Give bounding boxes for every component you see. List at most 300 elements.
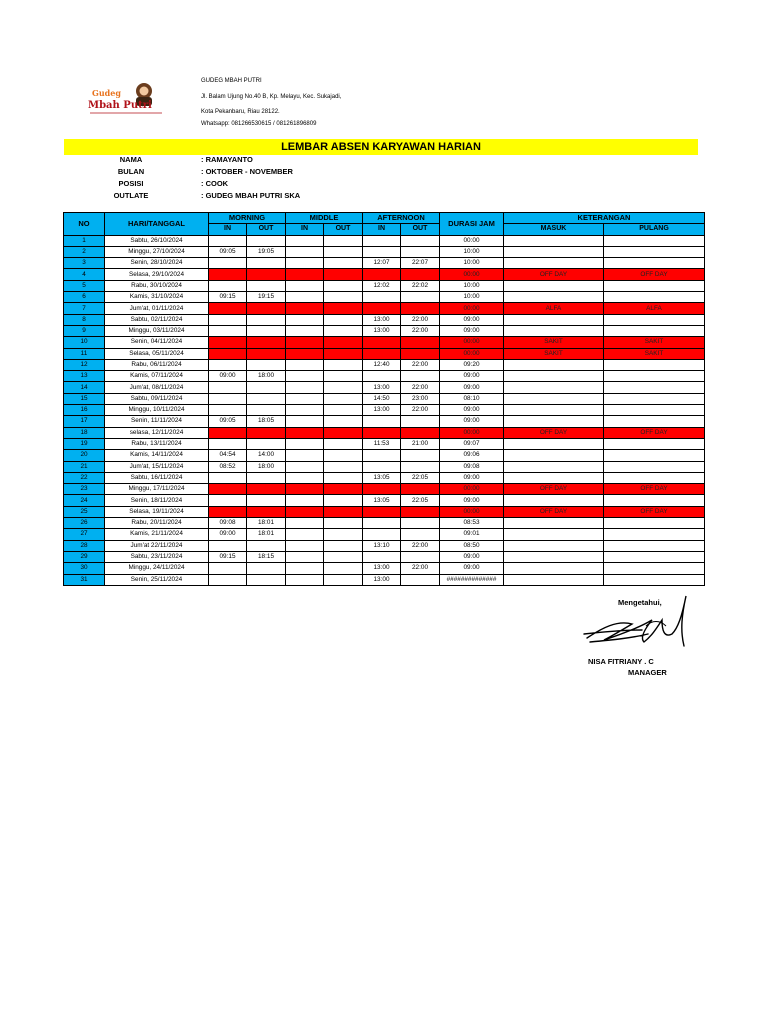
morning-in-cell [209, 438, 247, 449]
afternoon-out-cell [401, 529, 440, 540]
col-header-afternoon: AFTERNOON [363, 213, 440, 224]
note-masuk-cell [504, 450, 604, 461]
note-pulang-cell [604, 325, 705, 336]
signer-name: NISA FITRIANY . C [588, 657, 654, 666]
col-header-notes: KETERANGAN [504, 213, 705, 224]
table-row [64, 337, 705, 348]
table-row [64, 484, 705, 495]
middle-out-cell [324, 235, 363, 246]
row-number-cell: 21 [64, 461, 105, 472]
row-number-cell: 4 [64, 269, 105, 280]
duration-cell: 10:00 [440, 280, 504, 291]
afternoon-in-cell [363, 427, 401, 438]
afternoon-in-cell: 14:50 [363, 393, 401, 404]
table-row [64, 506, 705, 517]
row-date-cell: Jum'at, 01/11/2024 [105, 303, 209, 314]
morning-out-cell [247, 438, 286, 449]
duration-cell: 09:08 [440, 461, 504, 472]
info-value: : RAMAYANTO [201, 155, 253, 164]
morning-out-cell [247, 506, 286, 517]
middle-in-cell [286, 551, 324, 562]
middle-out-cell [324, 292, 363, 303]
morning-out-cell: 19:05 [247, 246, 286, 257]
note-pulang-cell [604, 574, 705, 585]
table-row [64, 450, 705, 461]
morning-in-cell [209, 269, 247, 280]
attendance-table [63, 212, 705, 586]
morning-in-cell: 09:08 [209, 518, 247, 529]
middle-in-cell [286, 269, 324, 280]
col-header-middle: MIDDLE [286, 213, 363, 224]
row-date-cell: Sabtu, 09/11/2024 [105, 393, 209, 404]
middle-out-cell [324, 416, 363, 427]
middle-in-cell [286, 416, 324, 427]
middle-in-cell [286, 540, 324, 551]
col-header-no: NO [64, 213, 105, 236]
row-number-cell: 15 [64, 393, 105, 404]
morning-in-cell [209, 280, 247, 291]
note-pulang-cell [604, 416, 705, 427]
info-label: OUTLATE [113, 191, 149, 200]
afternoon-in-cell [363, 529, 401, 540]
note-masuk-cell [504, 574, 604, 585]
morning-in-cell [209, 540, 247, 551]
middle-in-cell [286, 484, 324, 495]
middle-out-cell [324, 563, 363, 574]
middle-in-cell [286, 393, 324, 404]
afternoon-in-cell: 13:05 [363, 495, 401, 506]
afternoon-out-cell [401, 518, 440, 529]
morning-out-cell: 14:00 [247, 450, 286, 461]
afternoon-in-cell [363, 303, 401, 314]
logo-text-top: Gudeg [92, 88, 121, 98]
row-date-cell: Senin, 28/10/2024 [105, 258, 209, 269]
row-number-cell: 13 [64, 371, 105, 382]
note-pulang-cell: OFF DAY [604, 269, 705, 280]
afternoon-out-cell: 22:00 [401, 563, 440, 574]
note-masuk-cell [504, 495, 604, 506]
row-date-cell: Jum'at 22/11/2024 [105, 540, 209, 551]
table-row [64, 280, 705, 291]
morning-in-cell [209, 495, 247, 506]
row-number-cell: 17 [64, 416, 105, 427]
morning-in-cell: 09:00 [209, 529, 247, 540]
middle-out-cell [324, 551, 363, 562]
note-masuk-cell: OFF DAY [504, 506, 604, 517]
duration-cell: 08:10 [440, 393, 504, 404]
middle-out-cell [324, 506, 363, 517]
middle-in-cell [286, 574, 324, 585]
note-masuk-cell [504, 314, 604, 325]
afternoon-out-cell: 22:00 [401, 359, 440, 370]
row-number-cell: 18 [64, 427, 105, 438]
row-number-cell: 25 [64, 506, 105, 517]
middle-out-cell [324, 325, 363, 336]
row-number-cell: 19 [64, 438, 105, 449]
info-value: : COOK [201, 179, 229, 188]
afternoon-in-cell: 13:00 [363, 574, 401, 585]
morning-in-cell [209, 337, 247, 348]
company-address: Jl. Balam Ujung No.40 B, Kp. Melayu, Kec. Sukajadi, [201, 94, 342, 100]
morning-out-cell: 18:00 [247, 371, 286, 382]
row-date-cell: Senin, 04/11/2024 [105, 337, 209, 348]
morning-out-cell [247, 427, 286, 438]
middle-in-cell [286, 529, 324, 540]
middle-out-cell [324, 269, 363, 280]
row-date-cell: Sabtu, 26/10/2024 [105, 235, 209, 246]
middle-out-cell [324, 495, 363, 506]
row-number-cell: 31 [64, 574, 105, 585]
duration-cell: 09:07 [440, 438, 504, 449]
morning-out-cell: 18:00 [247, 461, 286, 472]
row-number-cell: 14 [64, 382, 105, 393]
afternoon-in-cell [363, 235, 401, 246]
afternoon-in-cell: 12:07 [363, 258, 401, 269]
afternoon-out-cell: 22:00 [401, 382, 440, 393]
middle-in-cell [286, 461, 324, 472]
note-masuk-cell [504, 518, 604, 529]
morning-in-cell: 09:05 [209, 246, 247, 257]
row-number-cell: 16 [64, 405, 105, 416]
middle-out-cell [324, 484, 363, 495]
note-pulang-cell [604, 393, 705, 404]
morning-in-cell [209, 472, 247, 483]
afternoon-out-cell: 22:00 [401, 314, 440, 325]
afternoon-out-cell [401, 551, 440, 562]
row-number-cell: 23 [64, 484, 105, 495]
middle-out-cell [324, 280, 363, 291]
table-row [64, 325, 705, 336]
note-pulang-cell [604, 540, 705, 551]
morning-out-cell [247, 325, 286, 336]
afternoon-out-cell [401, 348, 440, 359]
table-row [64, 269, 705, 280]
duration-cell: 09:00 [440, 314, 504, 325]
note-pulang-cell [604, 258, 705, 269]
morning-in-cell [209, 348, 247, 359]
morning-in-cell [209, 235, 247, 246]
morning-in-cell [209, 325, 247, 336]
morning-in-cell [209, 563, 247, 574]
note-masuk-cell: OFF DAY [504, 484, 604, 495]
table-row [64, 393, 705, 404]
morning-out-cell [247, 280, 286, 291]
note-pulang-cell [604, 359, 705, 370]
morning-in-cell: 09:05 [209, 416, 247, 427]
afternoon-out-cell [401, 303, 440, 314]
afternoon-in-cell: 12:02 [363, 280, 401, 291]
row-date-cell: Kamis, 14/11/2024 [105, 450, 209, 461]
note-pulang-cell: SAKIT [604, 337, 705, 348]
note-masuk-cell [504, 246, 604, 257]
table-row [64, 348, 705, 359]
morning-in-cell: 08:52 [209, 461, 247, 472]
middle-out-cell [324, 450, 363, 461]
table-row [64, 303, 705, 314]
note-pulang-cell: ALFA [604, 303, 705, 314]
afternoon-in-cell: 13:00 [363, 325, 401, 336]
middle-in-cell [286, 246, 324, 257]
col-header-afternoon-in: IN [363, 224, 401, 235]
table-row [64, 382, 705, 393]
afternoon-out-cell: 22:00 [401, 540, 440, 551]
table-row [64, 235, 705, 246]
morning-out-cell [247, 574, 286, 585]
signature-block [560, 590, 710, 690]
note-pulang-cell [604, 495, 705, 506]
middle-in-cell [286, 359, 324, 370]
note-masuk-cell: SAKIT [504, 337, 604, 348]
middle-in-cell [286, 472, 324, 483]
info-value: : GUDEG MBAH PUTRI SKA [201, 191, 301, 200]
morning-in-cell [209, 484, 247, 495]
note-masuk-cell [504, 461, 604, 472]
morning-out-cell [247, 303, 286, 314]
afternoon-out-cell [401, 506, 440, 517]
company-logo [86, 80, 168, 120]
note-masuk-cell [504, 382, 604, 393]
middle-in-cell [286, 258, 324, 269]
table-row [64, 574, 705, 585]
note-masuk-cell [504, 416, 604, 427]
info-label: NAMA [119, 155, 143, 164]
table-row [64, 292, 705, 303]
col-header-morning-in: IN [209, 224, 247, 235]
morning-out-cell: 18:01 [247, 529, 286, 540]
duration-cell: 00:00 [440, 348, 504, 359]
middle-out-cell [324, 540, 363, 551]
morning-in-cell [209, 405, 247, 416]
row-number-cell: 1 [64, 235, 105, 246]
company-name: GUDEG MBAH PUTRI [201, 78, 262, 84]
middle-in-cell [286, 382, 324, 393]
duration-cell: 08:50 [440, 540, 504, 551]
row-date-cell: Kamis, 07/11/2024 [105, 371, 209, 382]
duration-cell: 09:01 [440, 529, 504, 540]
middle-out-cell [324, 461, 363, 472]
note-pulang-cell: OFF DAY [604, 506, 705, 517]
row-number-cell: 5 [64, 280, 105, 291]
row-number-cell: 6 [64, 292, 105, 303]
afternoon-in-cell: 13:10 [363, 540, 401, 551]
middle-in-cell [286, 303, 324, 314]
middle-in-cell [286, 438, 324, 449]
note-pulang-cell [604, 246, 705, 257]
morning-out-cell [247, 495, 286, 506]
middle-out-cell [324, 574, 363, 585]
row-number-cell: 27 [64, 529, 105, 540]
morning-in-cell [209, 382, 247, 393]
middle-out-cell [324, 393, 363, 404]
morning-in-cell: 09:15 [209, 551, 247, 562]
afternoon-out-cell [401, 269, 440, 280]
row-date-cell: Jum'at, 15/11/2024 [105, 461, 209, 472]
duration-cell: 09:00 [440, 563, 504, 574]
afternoon-in-cell [363, 269, 401, 280]
note-pulang-cell [604, 405, 705, 416]
note-masuk-cell [504, 563, 604, 574]
afternoon-out-cell [401, 337, 440, 348]
morning-out-cell [247, 359, 286, 370]
afternoon-in-cell [363, 337, 401, 348]
row-number-cell: 7 [64, 303, 105, 314]
attendance-body [64, 235, 705, 585]
duration-cell: 00:00 [440, 337, 504, 348]
info-value: : OKTOBER - NOVEMBER [201, 167, 293, 176]
afternoon-out-cell [401, 292, 440, 303]
row-date-cell: Selasa, 19/11/2024 [105, 506, 209, 517]
duration-cell: 09:06 [440, 450, 504, 461]
middle-out-cell [324, 258, 363, 269]
note-masuk-cell [504, 371, 604, 382]
morning-out-cell [247, 393, 286, 404]
note-masuk-cell [504, 325, 604, 336]
duration-cell: 00:00 [440, 269, 504, 280]
note-masuk-cell: OFF DAY [504, 427, 604, 438]
row-date-cell: Rabu, 13/11/2024 [105, 438, 209, 449]
note-masuk-cell [504, 292, 604, 303]
note-pulang-cell [604, 438, 705, 449]
row-number-cell: 20 [64, 450, 105, 461]
duration-cell: 10:00 [440, 246, 504, 257]
afternoon-in-cell [363, 416, 401, 427]
duration-cell: 09:00 [440, 405, 504, 416]
duration-cell: 00:00 [440, 303, 504, 314]
note-pulang-cell [604, 280, 705, 291]
note-pulang-cell: OFF DAY [604, 484, 705, 495]
note-masuk-cell [504, 393, 604, 404]
afternoon-out-cell: 22:00 [401, 325, 440, 336]
morning-in-cell [209, 314, 247, 325]
note-pulang-cell [604, 518, 705, 529]
note-pulang-cell [604, 314, 705, 325]
note-pulang-cell [604, 461, 705, 472]
middle-out-cell [324, 246, 363, 257]
note-pulang-cell [604, 235, 705, 246]
row-date-cell: Senin, 11/11/2024 [105, 416, 209, 427]
middle-out-cell [324, 472, 363, 483]
morning-out-cell: 18:05 [247, 416, 286, 427]
duration-cell: 00:00 [440, 427, 504, 438]
handwritten-signature [582, 590, 702, 660]
middle-out-cell [324, 405, 363, 416]
afternoon-in-cell [363, 246, 401, 257]
row-date-cell: Minggu, 24/11/2024 [105, 563, 209, 574]
morning-in-cell [209, 359, 247, 370]
afternoon-out-cell [401, 450, 440, 461]
middle-out-cell [324, 337, 363, 348]
row-date-cell: Selasa, 29/10/2024 [105, 269, 209, 280]
row-number-cell: 10 [64, 337, 105, 348]
note-masuk-cell [504, 529, 604, 540]
row-number-cell: 3 [64, 258, 105, 269]
afternoon-out-cell: 22:02 [401, 280, 440, 291]
logo-text-main: Mbah Putri [88, 100, 152, 111]
note-pulang-cell [604, 529, 705, 540]
row-number-cell: 8 [64, 314, 105, 325]
acknowledged-label: Mengetahui, [618, 598, 662, 607]
duration-cell: 00:00 [440, 506, 504, 517]
morning-in-cell [209, 258, 247, 269]
morning-out-cell [247, 472, 286, 483]
morning-out-cell [247, 269, 286, 280]
row-date-cell: Jum'at, 08/11/2024 [105, 382, 209, 393]
note-pulang-cell [604, 292, 705, 303]
note-pulang-cell [604, 551, 705, 562]
row-number-cell: 26 [64, 518, 105, 529]
middle-in-cell [286, 371, 324, 382]
row-date-cell: Selasa, 05/11/2024 [105, 348, 209, 359]
afternoon-in-cell [363, 371, 401, 382]
afternoon-out-cell [401, 416, 440, 427]
morning-out-cell: 18:15 [247, 551, 286, 562]
note-pulang-cell [604, 371, 705, 382]
middle-out-cell [324, 427, 363, 438]
middle-out-cell [324, 303, 363, 314]
note-masuk-cell [504, 405, 604, 416]
afternoon-in-cell [363, 518, 401, 529]
middle-in-cell [286, 235, 324, 246]
page-title: LEMBAR ABSEN KARYAWAN HARIAN [64, 139, 698, 155]
duration-cell: 10:00 [440, 292, 504, 303]
duration-cell: 10:00 [440, 258, 504, 269]
morning-out-cell [247, 258, 286, 269]
morning-out-cell [247, 405, 286, 416]
morning-in-cell [209, 427, 247, 438]
middle-in-cell [286, 292, 324, 303]
middle-out-cell [324, 359, 363, 370]
afternoon-out-cell [401, 461, 440, 472]
middle-in-cell [286, 280, 324, 291]
col-header-duration: DURASI JAM [440, 213, 504, 236]
row-date-cell: Rabu, 06/11/2024 [105, 359, 209, 370]
afternoon-out-cell: 22:07 [401, 258, 440, 269]
duration-cell: 09:00 [440, 382, 504, 393]
middle-out-cell [324, 438, 363, 449]
row-number-cell: 9 [64, 325, 105, 336]
table-row [64, 427, 705, 438]
afternoon-out-cell [401, 427, 440, 438]
afternoon-out-cell [401, 574, 440, 585]
row-date-cell: Rabu, 30/10/2024 [105, 280, 209, 291]
table-row [64, 416, 705, 427]
row-number-cell: 30 [64, 563, 105, 574]
row-number-cell: 29 [64, 551, 105, 562]
morning-out-cell [247, 337, 286, 348]
middle-in-cell [286, 337, 324, 348]
note-pulang-cell [604, 382, 705, 393]
duration-cell: 09:00 [440, 416, 504, 427]
middle-in-cell [286, 427, 324, 438]
note-masuk-cell [504, 258, 604, 269]
morning-in-cell: 09:15 [209, 292, 247, 303]
header-row-top [64, 213, 705, 224]
table-row [64, 438, 705, 449]
middle-out-cell [324, 518, 363, 529]
afternoon-out-cell: 23:00 [401, 393, 440, 404]
note-masuk-cell: ALFA [504, 303, 604, 314]
row-date-cell: Minggu, 17/11/2024 [105, 484, 209, 495]
col-header-morning: MORNING [209, 213, 286, 224]
duration-cell: 09:00 [440, 495, 504, 506]
col-header-afternoon-out: OUT [401, 224, 440, 235]
morning-out-cell [247, 540, 286, 551]
row-date-cell: Sabtu, 02/11/2024 [105, 314, 209, 325]
morning-out-cell: 18:01 [247, 518, 286, 529]
col-header-middle-in: IN [286, 224, 324, 235]
row-date-cell: selasa, 12/11/2024 [105, 427, 209, 438]
note-masuk-cell: OFF DAY [504, 269, 604, 280]
